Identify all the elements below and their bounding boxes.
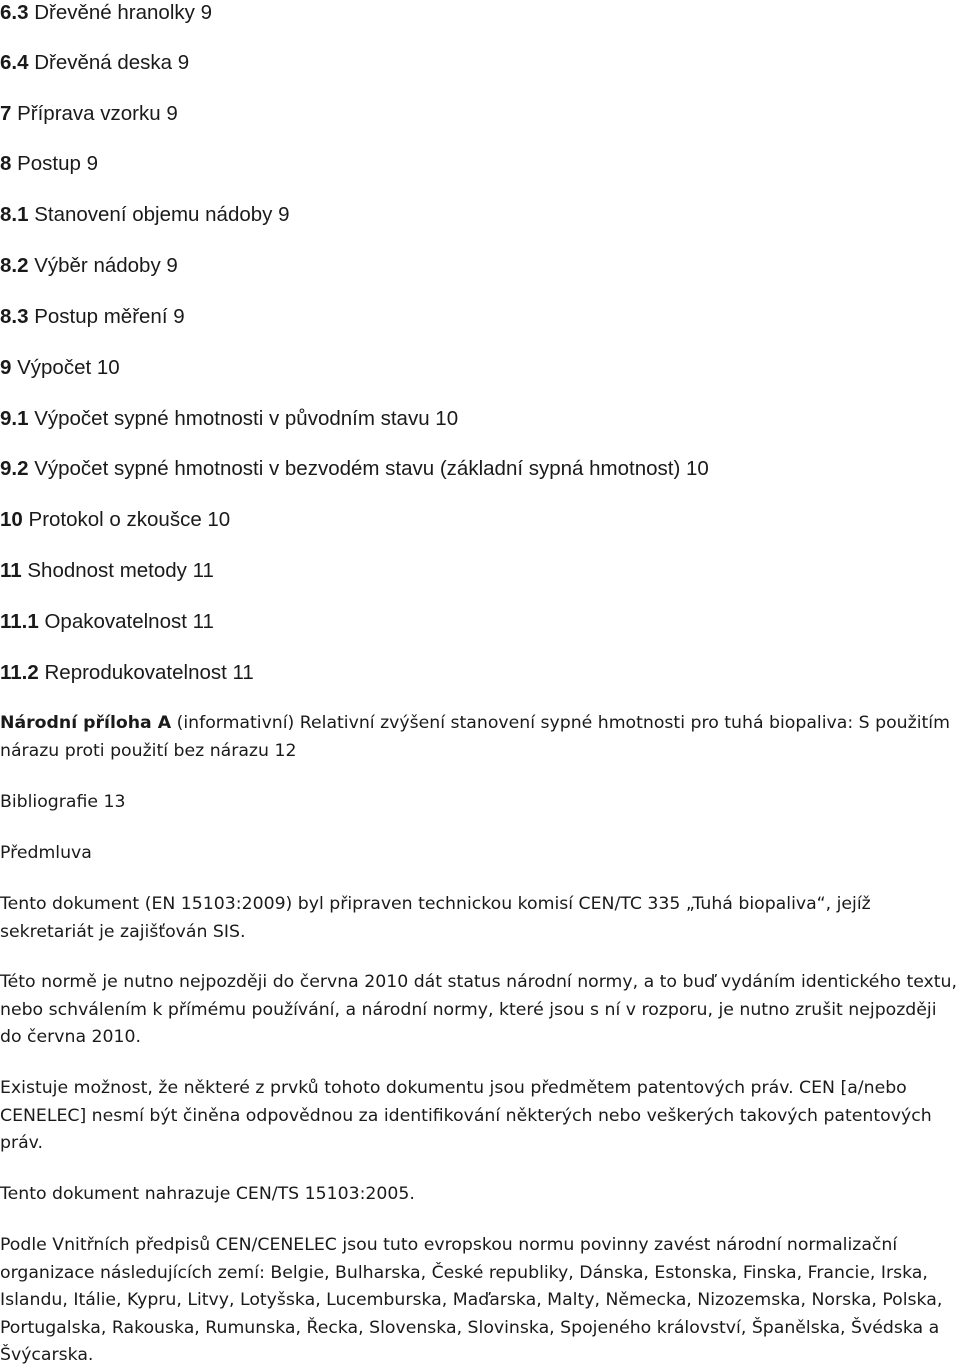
toc-entry-title: Stanovení objemu nádoby 9 [34,203,290,226]
toc-entry-number: 7 [0,102,12,125]
paragraph: Tento dokument (EN 15103:2009) byl připraven technickou komisí CEN/TC 335 „Tuhá biopaliva“, jejíž sekretariát je zajišťován SIS. [0,894,871,942]
toc-entry-title: Výpočet sypné hmotnosti v bezvodém stavu (základní sypná hmotnost) 10 [34,457,709,480]
toc-entry-number: 11.2 [0,661,39,684]
toc-entry-number: 10 [0,508,23,531]
toc-entry-title: Opakovatelnost 11 [44,610,214,633]
toc-entry-number: 8.2 [0,254,29,277]
toc-entry-number: 8.3 [0,305,29,328]
paragraph: Této normě je nutno nejpozději do června 2010 dát status národní normy, a to buď vydáním identického textu, nebo schválením k přímému používání, a národní normy, které jsou s ní v rozporu, je nutno zrušit nejpozději do června 2010. [0,972,957,1047]
toc-entry-number: 8 [0,152,12,175]
paragraph: Existuje možnost, že některé z prvků tohoto dokumentu jsou předmětem patentových práv. CEN [a/nebo CENELEC] nesmí být činěna odpovědnou za identifikování některých nebo veškerých takových patentových práv. [0,1078,932,1153]
paragraph: Tento dokument nahrazuje CEN/TS 15103:2005. [0,1184,415,1204]
annex-label: Národní příloha A [0,713,172,733]
toc-entry-9[interactable] [0,355,120,381]
toc-entry-6-4[interactable] [0,50,189,76]
toc-entry-number: 11 [0,559,22,582]
toc-entry-annex-a[interactable] [0,710,958,765]
toc-entry-number: 9 [0,356,12,379]
toc-entry-6-3[interactable] [0,0,212,26]
toc-entry-title: Protokol o zkoušce 10 [28,508,231,531]
toc-entry-title: Výběr nádoby 9 [34,254,178,277]
toc-entry-10[interactable] [0,507,230,533]
toc-entry-8-1[interactable] [0,202,290,228]
toc-entry-7[interactable] [0,101,178,127]
toc-entry-title: Postup 9 [17,152,99,175]
toc-entry-number: 9.1 [0,407,29,430]
toc-entry-title: Dřevěné hranolky 9 [34,1,212,24]
toc-entry-title: Reprodukovatelnost 11 [44,661,254,684]
toc-entry-number: 9.2 [0,457,29,480]
toc-entry-title: Postup měření 9 [34,305,185,328]
foreword-heading: Předmluva [0,843,92,863]
toc-entry-number: 11.1 [0,610,39,633]
toc-entry-11-1[interactable] [0,609,214,635]
annex-title: (informativní) Relativní zvýšení stanovení sypné hmotnosti pro tuhá biopaliva: S použitím nárazu proti použití bez nárazu 12 [0,713,950,761]
toc-entry-title: Příprava vzorku 9 [17,102,178,125]
toc-entry-title: Dřevěná deska 9 [34,51,190,74]
toc-entry-number: 6.4 [0,51,29,74]
toc-entry-number: 8.1 [0,203,29,226]
toc-entry-title: Výpočet 10 [17,356,120,379]
toc-entry-title: Shodnost metody 11 [27,559,214,582]
toc-entry-8[interactable] [0,151,98,177]
paragraph: Podle Vnitřních předpisů CEN/CENELEC jsou tuto evropskou normu povinny zavést národní normalizační organizace následujících zemí: Belgie, Bulharska, České republiky, Dánska, Estonska, Finska, Francie, Irska, Islandu, Itálie, Kypru, Litvy, Lotyšska, Lucemburska, Maďarska, Malty, Německa, Nizozemska, Norska, Polska, Portugalska, Rakouska, Rumunska, Řecka, Slovenska, Slovinska, Spojeného království, Španělska, Švédska a Švýcarska. [0,1235,943,1365]
toc-entry-11-2[interactable] [0,660,254,686]
toc-entry-9-1[interactable] [0,406,458,432]
toc-entry-number: 6.3 [0,1,29,24]
toc-entry-bibliography[interactable]: Bibliografie 13 [0,792,126,812]
toc-entry-8-3[interactable] [0,304,185,330]
toc-entry-title: Výpočet sypné hmotnosti v původním stavu 10 [34,407,459,430]
toc-entry-8-2[interactable] [0,253,178,279]
toc-entry-11[interactable] [0,558,214,584]
toc-entry-9-2[interactable] [0,456,709,482]
